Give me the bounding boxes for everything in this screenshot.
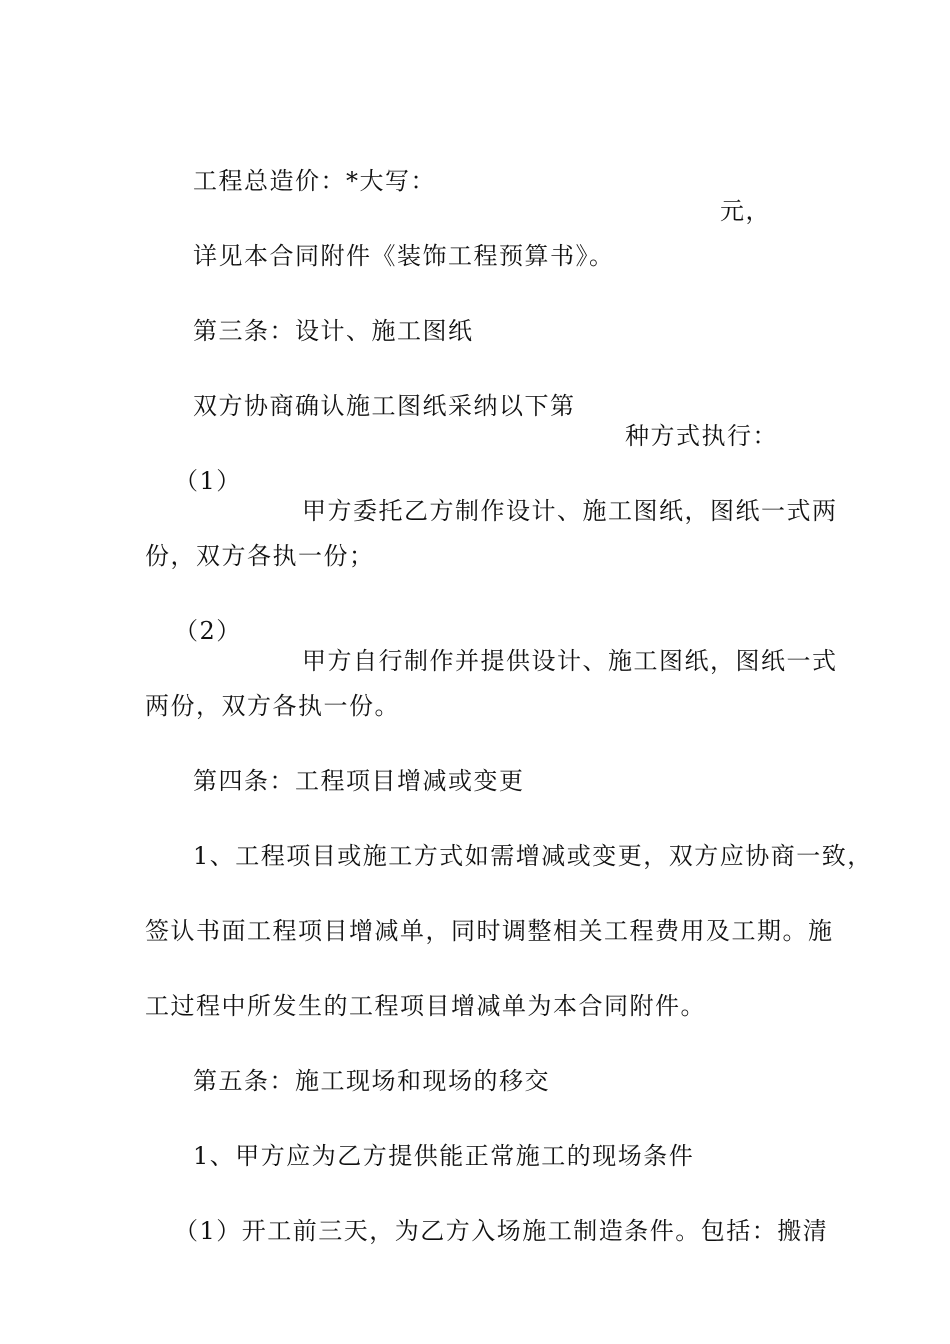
article-5-heading: 第五条：施工现场和现场的移交 — [193, 1067, 550, 1095]
option-1-number: （1） — [174, 467, 242, 495]
total-cost-unit: 元， — [720, 197, 771, 225]
article-4-heading: 第四条：工程项目增减或变更 — [193, 767, 525, 795]
article-5-item-1-line — [0, 1186, 829, 1276]
total-cost-label: 工程总造价：*大写： — [193, 167, 436, 195]
article-4-clause-1-text: 1、工程项目或施工方式如需增减或变更，双方应协商一致， — [193, 842, 873, 870]
option-2-continuation: 两份，双方各执一份。 — [145, 692, 400, 720]
budget-reference-text: 详见本合同附件《装饰工程预算书》。 — [193, 242, 615, 270]
drawing-method-text: 双方协商确认施工图纸采纳以下第 — [193, 392, 576, 420]
option-1-continuation: 份，双方各执一份； — [145, 542, 375, 570]
option-1-text: 甲方委托乙方制作设计、施工图纸，图纸一式两 — [302, 497, 838, 525]
drawing-method-suffix: 种方式执行： — [625, 422, 778, 450]
article-3-heading: 第三条：设计、施工图纸 — [193, 317, 474, 345]
article-4-clause-1-end: 工过程中所发生的工程项目增减单为本合同附件。 — [145, 992, 706, 1020]
article-5-item-1-text: （1）开工前三天，为乙方入场施工制造条件。包括：搬清 — [174, 1217, 829, 1245]
article-4-clause-1-continuation: 签认书面工程项目增减单，同时调整相关工程费用及工期。施 — [145, 917, 834, 945]
option-2-text: 甲方自行制作并提供设计、施工图纸，图纸一式 — [302, 647, 838, 675]
article-5-clause-1-text: 1、甲方应为乙方提供能正常施工的现场条件 — [193, 1142, 695, 1170]
option-2-number: （2） — [174, 617, 242, 645]
